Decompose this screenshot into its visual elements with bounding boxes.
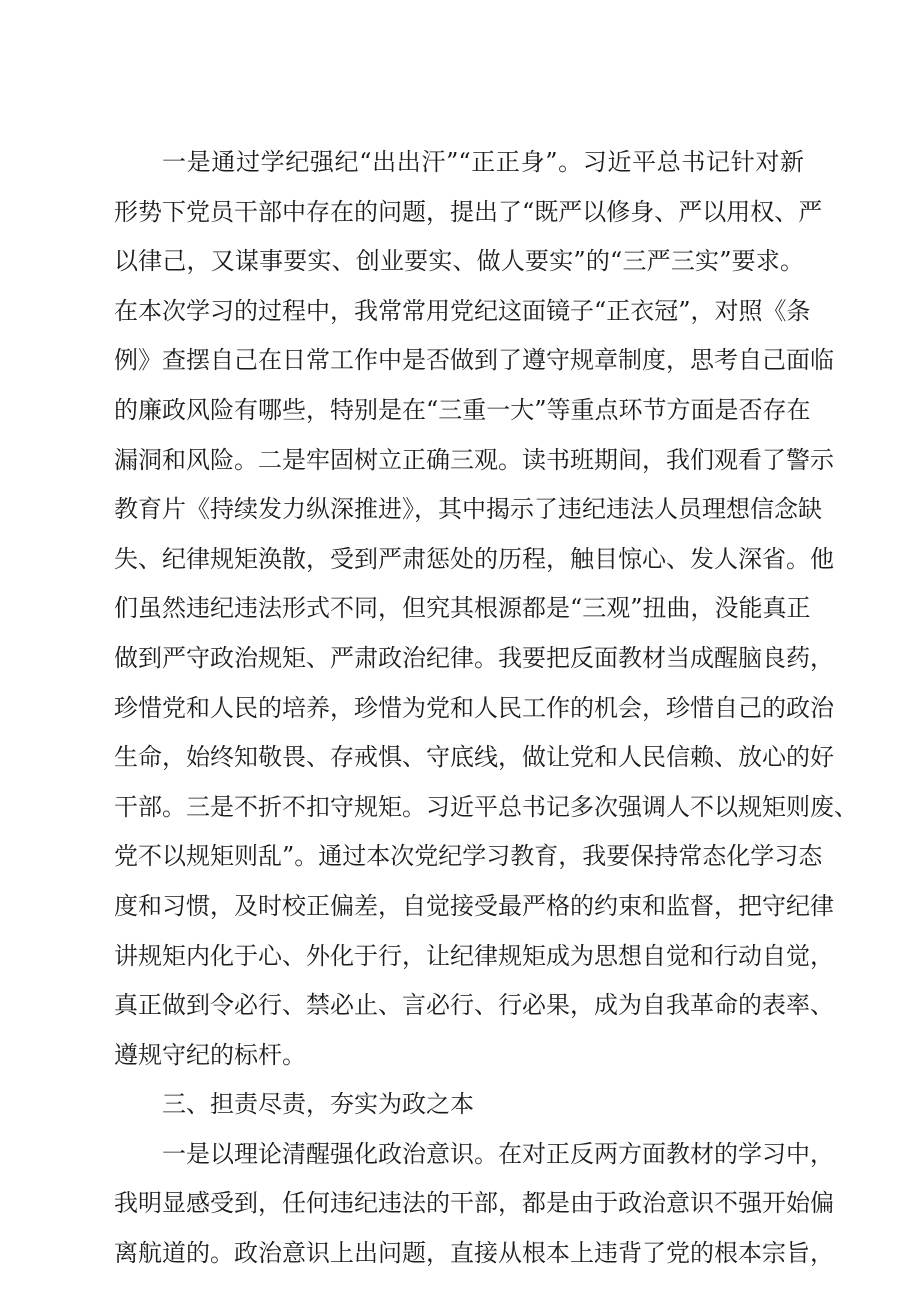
paragraph-line: 一是以理论清醒强化政治意识。在对正反两方面教材的学习中， — [162, 1139, 834, 1168]
paragraph-line: 干部。三是不折不扣守规矩。习近平总书记多次强调人不以规矩则废、 — [114, 792, 858, 821]
paragraph-line: 我明显感受到，任何违纪违法的干部，都是由于政治意识不强开始偏 — [114, 1189, 834, 1218]
paragraph-line: 一是通过学纪强纪“出出汗”“正正身”。习近平总书记针对新 — [162, 148, 804, 176]
paragraph-line: 党不以规矩则乱”。通过本次党纪学习教育，我要保持常态化学习态 — [114, 842, 823, 871]
paragraph-line: 讲规矩内化于心、外化于行，让纪律规矩成为思想自觉和行动自觉， — [114, 941, 834, 970]
paragraph-line: 遵规守纪的标杆。 — [114, 1040, 306, 1069]
paragraph-line: 例》查摆自己在日常工作中是否做到了遵守规章制度，思考自己面临 — [114, 346, 834, 375]
section-heading: 三、担责尽责，夯实为政之本 — [162, 1090, 474, 1119]
paragraph-line: 离航道的。政治意识上出问题，直接从根本上违背了党的根本宗旨， — [114, 1239, 834, 1268]
paragraph-line: 教育片《持续发力纵深推进》，其中揭示了违纪违法人员理想信念缺 — [114, 495, 822, 524]
paragraph-line: 生命，始终知敬畏、存戒惧、守底线，做让党和人民信赖、放心的好 — [114, 743, 834, 772]
paragraph-line: 漏洞和风险。二是牢固树立正确三观。读书班期间，我们观看了警示 — [114, 445, 834, 474]
paragraph-line: 形势下党员干部中存在的问题，提出了“既严以修身、严以用权、严 — [114, 197, 823, 226]
paragraph-line: 在本次学习的过程中，我常常用党纪这面镜子“正衣冠”，对照《条 — [114, 296, 811, 325]
paragraph-line: 们虽然违纪违法形式不同，但究其根源都是“三观”扭曲，没能真正 — [114, 594, 811, 623]
paragraph-line: 的廉政风险有哪些，特别是在“三重一大”等重点环节方面是否存在 — [114, 395, 811, 424]
paragraph-line: 度和习惯，及时校正偏差，自觉接受最严格的约束和监督，把守纪律 — [114, 891, 834, 920]
document-body — [114, 138, 858, 1279]
paragraph-line: 以律己，又谋事要实、创业要实、做人要实”的“三严三实”要求。 — [114, 247, 804, 276]
paragraph-line: 真正做到令必行、禁必止、言必行、行必果，成为自我革命的表率、 — [114, 991, 834, 1020]
paragraph-line: 失、纪律规矩涣散，受到严肃惩处的历程，触目惊心、发人深省。他 — [114, 544, 834, 573]
paragraph-line: 做到严守政治规矩、严肃政治纪律。我要把反面教材当成醒脑良药， — [114, 643, 834, 672]
paragraph-line: 珍惜党和人民的培养，珍惜为党和人民工作的机会，珍惜自己的政治 — [114, 693, 834, 722]
